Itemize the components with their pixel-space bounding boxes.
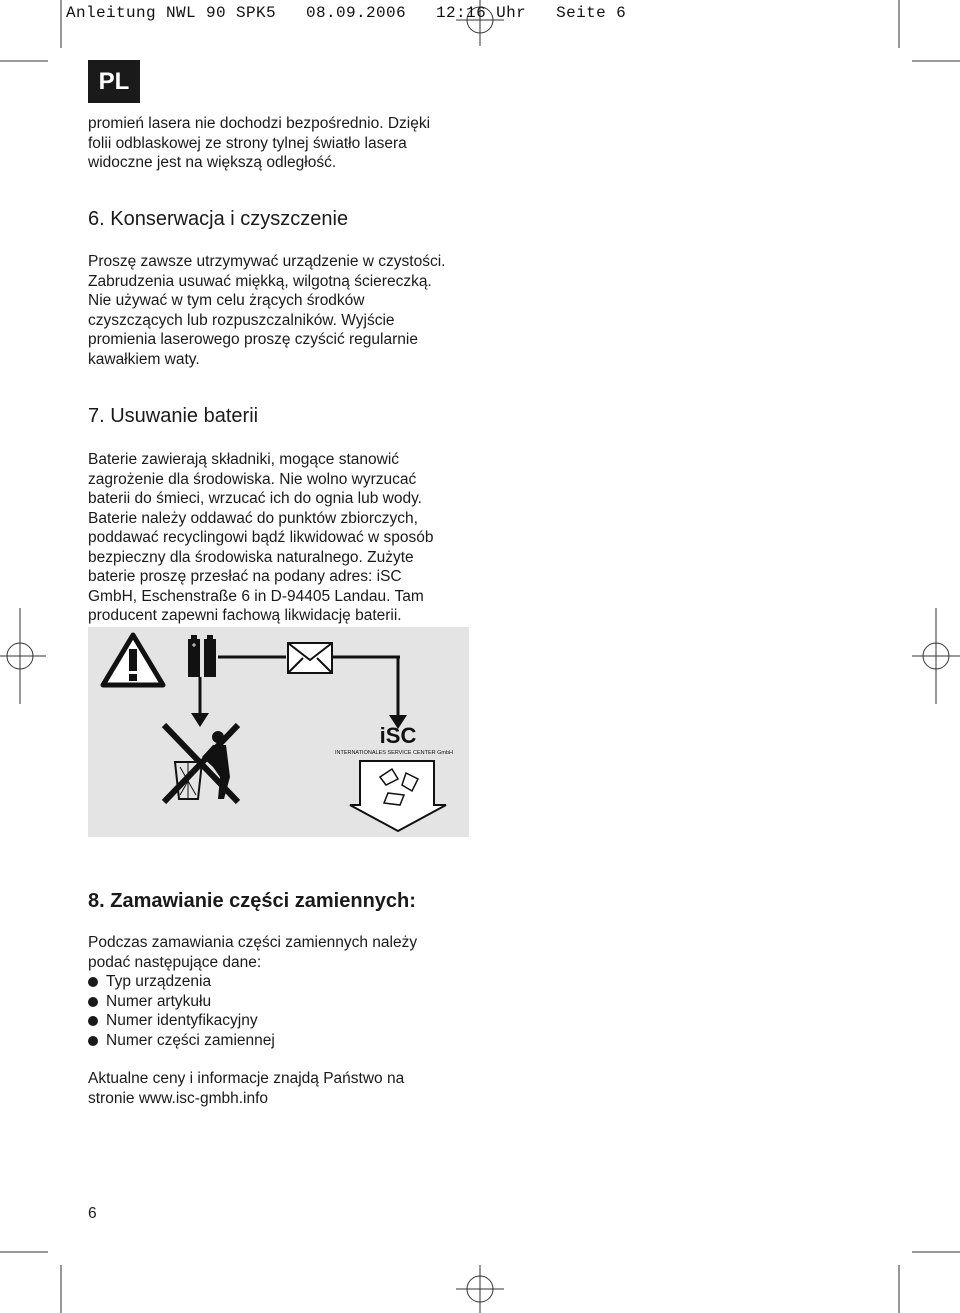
- intro-paragraph: promień lasera nie dochodzi bezpośrednio. Dzięki folii odblaskowej ze strony tylnej światło lasera widoczne jest na większą odległość.: [88, 115, 431, 171]
- print-header: Anleitung NWL 90 SPK5 08.09.2006 12:16 Uhr Seite 6: [66, 4, 627, 22]
- register-mark-right: [912, 608, 960, 704]
- warning-icon: [103, 635, 163, 685]
- section-6-body: Proszę zawsze utrzymywać urządzenie w czystości. Zabrudzenia usuwać miękką, wilgotną ściereczką. Nie używać w tym celu żrących środków czyszczących lub rozpuszczalników. Wyjście promienia laserowego proszę czyścić regularnie kawałkiem waty.: [88, 253, 446, 368]
- svg-text:iSC: iSC: [379, 723, 417, 748]
- section-8-intro: Podczas zamawiania części zamiennych należy podać następujące dane:: [88, 934, 418, 971]
- register-mark-left: [0, 608, 46, 704]
- no-trash-icon: [164, 725, 238, 802]
- arrow-down-icon: [191, 677, 209, 727]
- svg-text:INTERNATIONALES SERVICE CENTER: INTERNATIONALES SERVICE CENTER GmbH: [334, 750, 454, 756]
- recycle-icon: [350, 761, 446, 831]
- battery-disposal-figure: [88, 627, 469, 837]
- list-item: Numer części zamiennej: [88, 1031, 275, 1051]
- language-badge: PL: [88, 60, 140, 103]
- section-7-body: Baterie zawierają składniki, mogące stanowić zagrożenie dla środowiska. Nie wolno wyrzucać baterii do śmieci, wrzucać ich do ognia lub wody. Baterie należy oddawać do punktów zbiorczych, poddawać recyclingowi bądź likwidować w sposób bezpieczny dla środowiska naturalnego. Zużyte baterie proszę przesłać na podany adres: iSC GmbH, Eschenstraße 6 in D-94405 Landau. Tam producent zapewni fachową likwidację baterii.: [88, 451, 434, 624]
- section-7-title: 7. Usuwanie baterii: [88, 405, 259, 427]
- section-8-title: 8. Zamawianie części zamiennych:: [88, 890, 416, 912]
- list-item: Numer artykułu: [88, 992, 275, 1012]
- battery-icon: [188, 635, 216, 677]
- list-item: Numer identyfikacyjny: [88, 1011, 275, 1031]
- section-6-title: 6. Konserwacja i czyszczenie: [88, 208, 349, 230]
- page-number: 6: [88, 1205, 97, 1222]
- parts-info-list: [88, 972, 275, 1050]
- list-item: Typ urządzenia: [88, 972, 275, 992]
- envelope-icon: [288, 643, 332, 673]
- isc-logo: [335, 723, 453, 756]
- register-mark-bottom: [456, 1265, 504, 1313]
- section-8-footer: Aktualne ceny i informacje znajdą Państwo na stronie www.isc-gmbh.info: [88, 1070, 405, 1107]
